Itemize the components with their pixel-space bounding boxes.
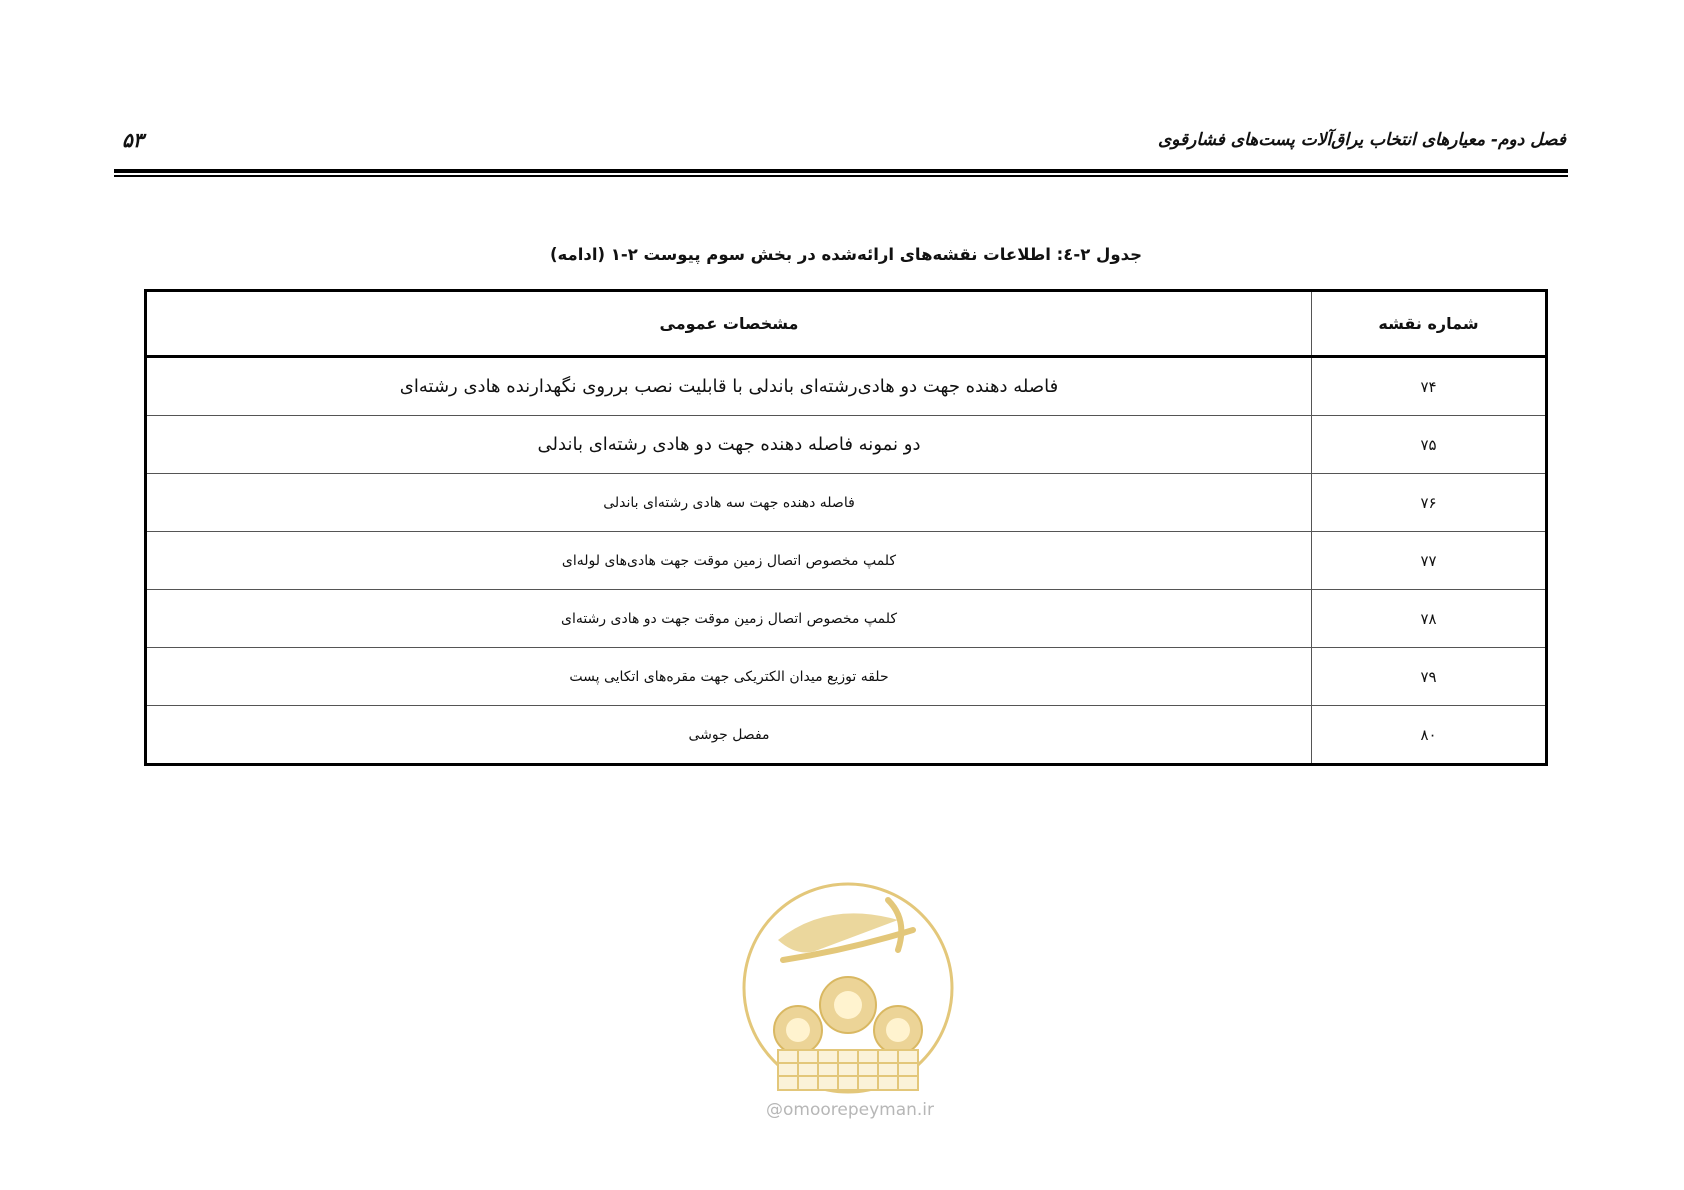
drawing-specs-cell: فاصله دهنده جهت دو هادی‌رشته‌ای باندلی با قابلیت نصب برروی نگهدارنده هادی رشته‌ای xyxy=(146,357,1312,416)
drawing-number-cell: ۷۹ xyxy=(1312,648,1547,706)
logo-emblem-icon xyxy=(738,880,958,1110)
drawing-number-cell: ۷۶ xyxy=(1312,474,1547,532)
table-row xyxy=(146,357,1547,416)
drawing-number-cell: ۷۴ xyxy=(1312,357,1547,416)
page-number: ۵۳ xyxy=(122,128,144,152)
watermark-url-text: omoorepeyman.ir xyxy=(782,1100,935,1120)
header-rule-thick xyxy=(114,169,1568,173)
header-drawing-number: شماره نقشه xyxy=(1312,291,1547,357)
drawing-specs-cell: کلمپ مخصوص اتصال زمین موقت جهت هادی‌های لوله‌ای xyxy=(146,532,1312,590)
drawing-number-cell: ۷۷ xyxy=(1312,532,1547,590)
drawing-specs-cell: کلمپ مخصوص اتصال زمین موقت جهت دو هادی رشته‌ای xyxy=(146,590,1312,648)
table-row xyxy=(146,416,1547,474)
table-header-row xyxy=(146,291,1547,357)
drawing-specs-cell: فاصله دهنده جهت سه هادی رشته‌ای باندلی xyxy=(146,474,1312,532)
drawing-number-cell: ۷۸ xyxy=(1312,590,1547,648)
table-row xyxy=(146,532,1547,590)
page-header xyxy=(116,126,1566,160)
table-row xyxy=(146,648,1547,706)
drawing-specs-cell: مفصل جوشی xyxy=(146,706,1312,765)
table-caption: جدول ۲-٤: اطلاعات نقشه‌های ارائه‌شده در بخش سوم پیوست ۲-۱ (ادامه) xyxy=(549,245,1143,264)
chapter-title: فصل دوم- معیارهای انتخاب یراق‌آلات پست‌های فشارقوی xyxy=(1157,130,1566,150)
table-row xyxy=(146,590,1547,648)
drawings-table xyxy=(144,289,1548,766)
header-rule-thin xyxy=(114,175,1568,177)
drawing-number-cell: ۷۵ xyxy=(1312,416,1547,474)
drawing-specs-cell: دو نمونه فاصله دهنده جهت دو هادی رشته‌ای باندلی xyxy=(146,416,1312,474)
table-row xyxy=(146,706,1547,765)
table-row xyxy=(146,474,1547,532)
drawing-specs-cell: حلقه توزیع میدان الکتریکی جهت مقره‌های اتکایی پست xyxy=(146,648,1312,706)
watermark-logo xyxy=(738,880,958,1130)
header-general-specs: مشخصات عمومی xyxy=(146,291,1312,357)
drawing-number-cell: ۸۰ xyxy=(1312,706,1547,765)
watermark-url: @omoorepeyman.ir xyxy=(765,1100,935,1120)
